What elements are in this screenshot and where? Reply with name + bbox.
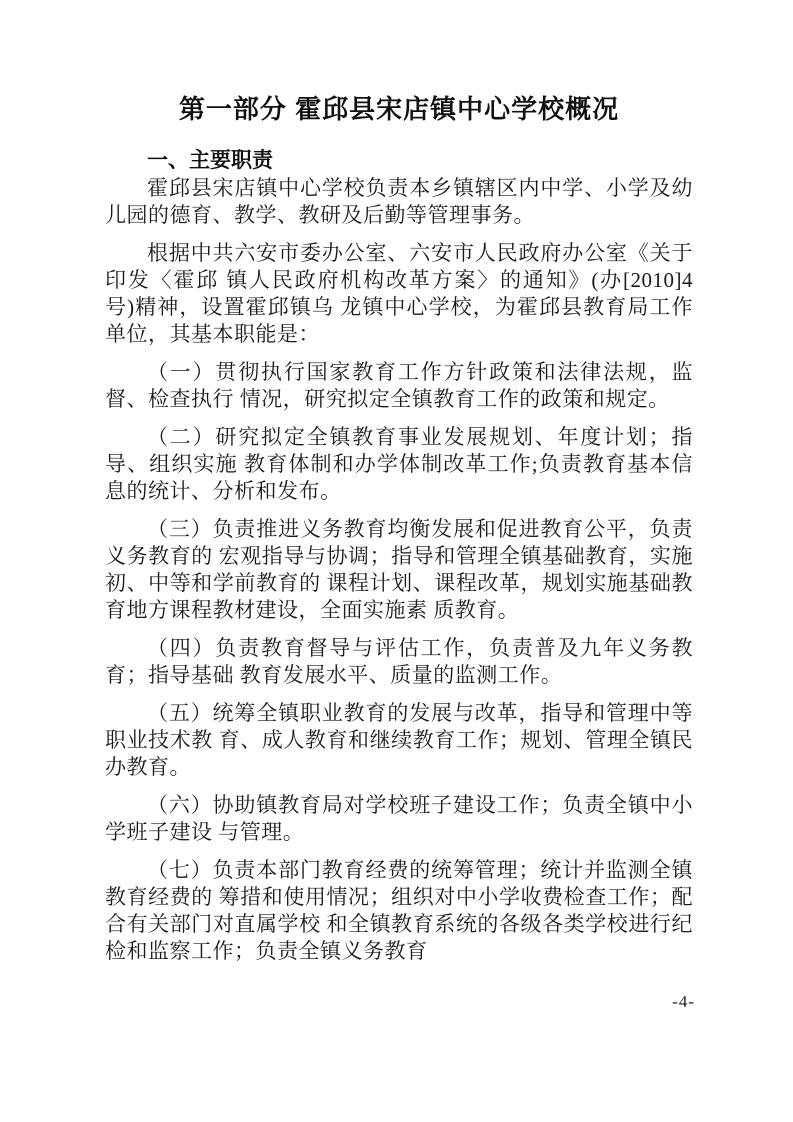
paragraph-duty-1: （一）贯彻执行国家教育工作方针政策和法律法规，监督、检查执行 情况，研究拟定全镇教育工作的政策和规定。 bbox=[105, 360, 693, 411]
section-heading-main-duties: 一、主要职责 bbox=[147, 149, 273, 172]
paragraph-duty-5: （五）统筹全镇职业教育的发展与改革，指导和管理中等职业技术教 育、成人教育和继续教育工作；规划、管理全镇民办教育。 bbox=[105, 701, 693, 779]
paragraph-duty-7: （七）负责本部门教育经费的统筹管理；统计并监测全镇教育经费的 筹措和使用情况；组织对中小学收费检查工作；配合有关部门对直属学校 和全镇教育系统的各级各类学校进行纪检和监察工作；负责全镇义务教育 bbox=[105, 858, 693, 963]
paragraph-basis: 根据中共六安市委办公室、六安市人民政府办公室《关于印发〈霍邱 镇人民政府机构改革方案〉的通知》(办[2010]4 号)精神，设置霍邱镇乌 龙镇中心学校，为霍邱县教育局工作单位，其基本职能是： bbox=[105, 241, 693, 346]
paragraph-intro: 霍邱县宋店镇中心学校负责本乡镇辖区内中学、小学及幼儿园的德育、教学、教研及后勤等管理事务。 bbox=[105, 176, 693, 227]
paragraph-duty-2: （二）研究拟定全镇教育事业发展规划、年度计划；指导、组织实施 教育体制和办学体制改革工作;负责教育基本信息的统计、分析和发布。 bbox=[105, 425, 693, 503]
document-title: 第一部分 霍邱县宋店镇中心学校概况 bbox=[178, 94, 620, 124]
paragraph-duty-6: （六）协助镇教育局对学校班子建设工作；负责全镇中小学班子建设 与管理。 bbox=[105, 793, 693, 844]
paragraph-duty-4: （四）负责教育督导与评估工作，负责普及九年义务教育；指导基础 教育发展水平、质量的监测工作。 bbox=[105, 636, 693, 687]
page-number: -4- bbox=[672, 992, 695, 1011]
paragraph-duty-3: （三）负责推进义务教育均衡发展和促进教育公平，负责义务教育的 宏观指导与协调；指导和管理全镇基础教育，实施初、中等和学前教育的 课程计划、课程改革，规划实施基础教育地方课程教材建设，全面实施素 质教育。 bbox=[105, 517, 693, 622]
